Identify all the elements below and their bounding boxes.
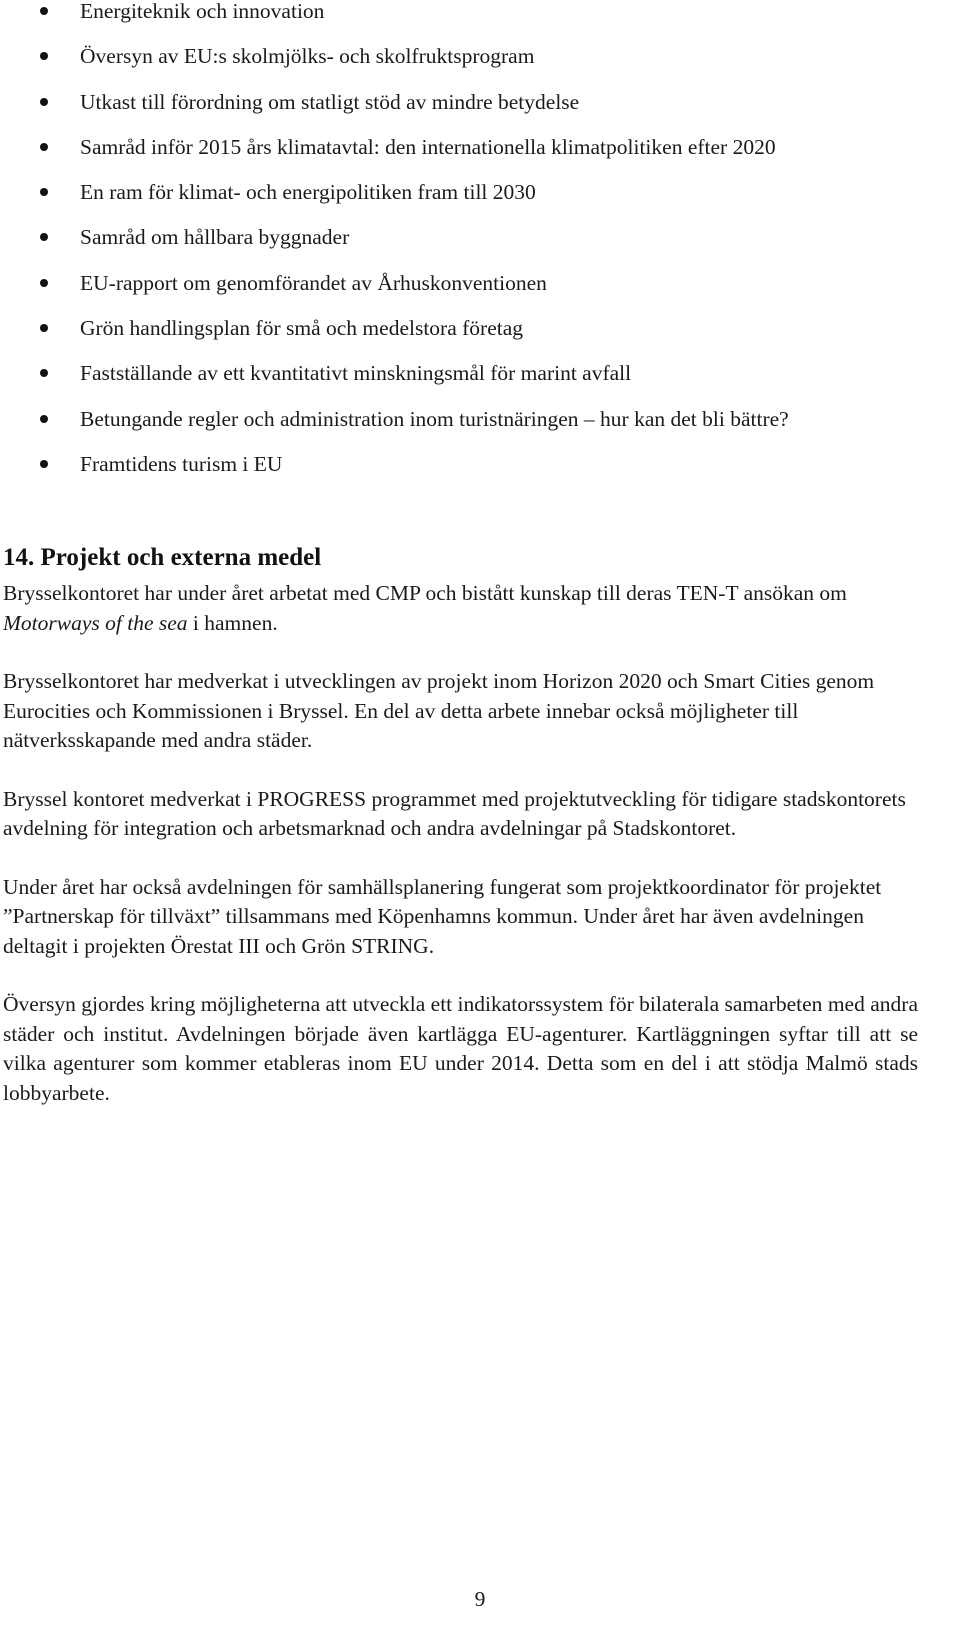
list-item-text: Översyn av EU:s skolmjölks- och skolfruktsprogram [80,44,535,69]
bullet-icon [40,143,48,151]
list-item [36,356,936,401]
bullet-icon [40,369,48,377]
paragraph-ten-t [3,579,918,638]
list-item [36,175,936,220]
list-item [36,85,936,130]
section-projects [3,543,918,1137]
list-item-text: EU-rapport om genomförandet av Århuskonventionen [80,270,547,295]
list-item [36,220,936,265]
list-item [36,311,936,356]
bullet-icon [40,460,48,468]
paragraph-text: Brysselkontoret har under året arbetat med CMP och bistått kunskap till deras TEN-T ansökan om [3,581,847,605]
paragraph-progress: Bryssel kontoret medverkat i PROGRESS programmet med projektutveckling för tidigare stadskontorets avdelning för integration och arbetsmarknad och andra avdelningar på Stadskontoret. [3,786,906,840]
list-item [36,0,936,39]
section-heading: 14. Projekt och externa medel [3,544,322,571]
paragraph-partnership: Under året har också avdelningen för samhällsplanering fungerat som projektkoordinator för projektet ”Partnerskap för tillväxt” tillsammans med Köpenhamns kommun. Under året har även avdelningen deltagit i projekten Örestat III och Grön STRING. [3,874,882,958]
bullet-icon [40,233,48,241]
list-item [36,39,936,84]
list-item-text: En ram för klimat- och energipolitiken fram till 2030 [80,180,536,205]
bullet-icon [40,52,48,60]
bullet-icon [40,415,48,423]
list-item-text: Samråd inför 2015 års klimatavtal: den internationella klimatpolitiken efter 2020 [80,134,776,159]
list-item-text: Utkast till förordning om statligt stöd av mindre betydelse [80,89,580,114]
bullet-icon [40,98,48,106]
page-number: 9 [474,1587,486,1611]
list-item [36,402,936,447]
paragraph-text: i hamnen. [187,610,278,635]
bullet-icon [40,324,48,332]
list-item-text: Betungande regler och administration inom turistnäringen – hur kan det bli bättre? [80,406,789,431]
list-item-text: Grön handlingsplan för små och medelstora företag [80,316,524,341]
list-item-text: Energiteknik och innovation [80,0,325,23]
italic-project-name: Motorways of the sea [3,610,188,635]
bullet-icon [40,7,48,15]
bullet-icon [40,188,48,196]
list-item [36,266,936,311]
list-item-text: Fastställande av ett kvantitativt minskningsmål för marint avfall [80,361,632,386]
list-item [36,130,936,175]
list-item [36,447,936,492]
paragraph-horizon: Brysselkontoret har medverkat i utvecklingen av projekt inom Horizon 2020 och Smart Cities genom Eurocities och Kommissionen i Bryssel. En del av detta arbete innebar också möjligheter till nätverksskapande med andra städer. [3,669,875,752]
list-item-text: Framtidens turism i EU [80,451,283,476]
bullet-list [36,0,936,492]
bullet-icon [40,279,48,287]
list-item-text: Samråd om hållbara byggnader [80,225,350,250]
paragraph-overview: Översyn gjordes kring möjligheterna att utveckla ett indikatorssystem för bilaterala samarbeten med andra städer och institut. Avdelningen började även kartlägga EU-agenturer. Kartläggningen syftar till att se vilka agenturer som kommer etableras inom EU under 2014. Detta som en del i att stödja Malmö stads lobbyarbete. [3,992,918,1105]
